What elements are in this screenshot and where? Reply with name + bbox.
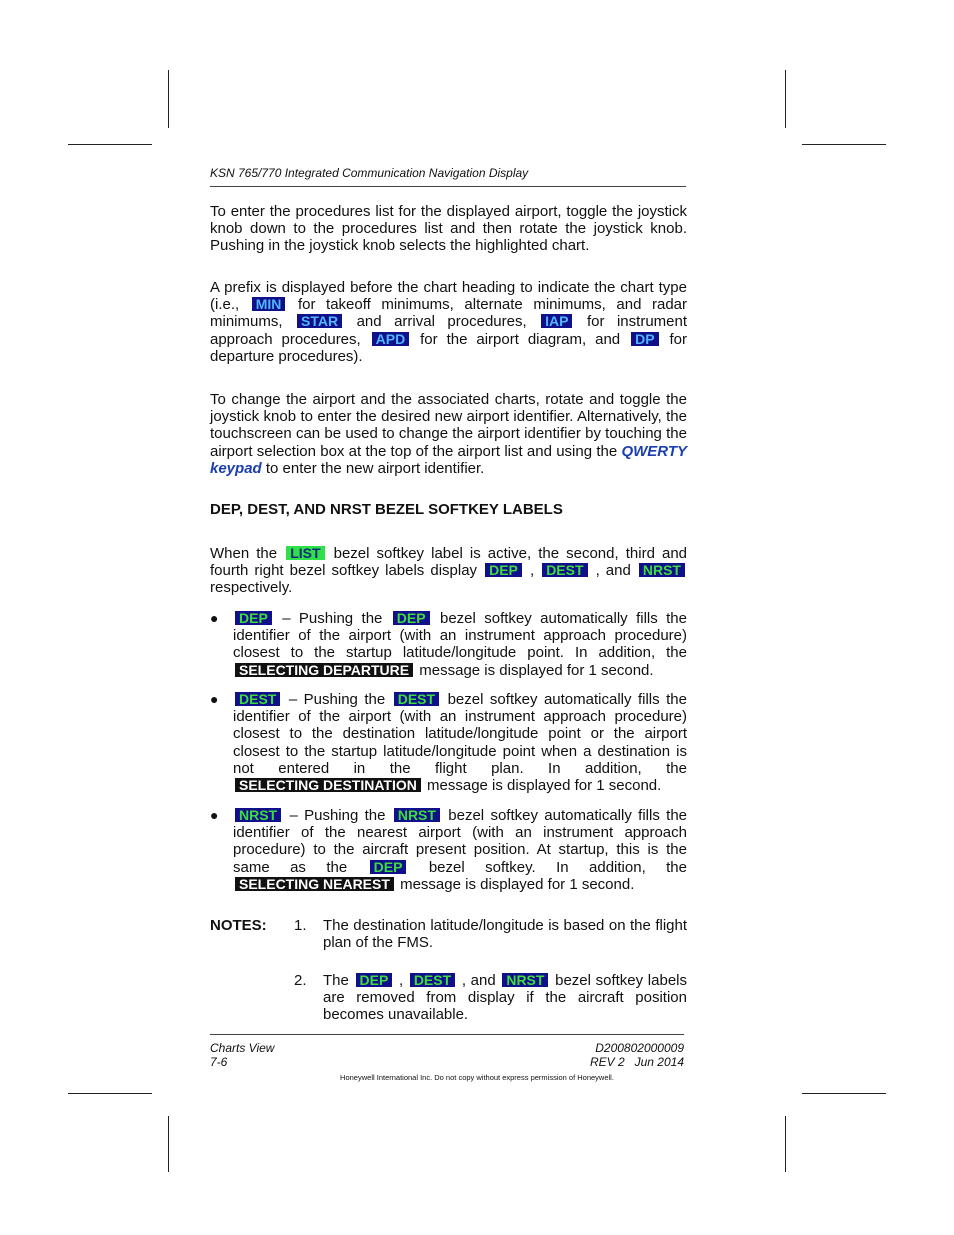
crop-mark: [785, 70, 786, 128]
note-1: The destination latitude/longitude is based on the flight plan of the FMS.: [323, 917, 687, 952]
paragraph-chart-prefix: A prefix is displayed before the chart heading to indicate the chart type (i.e., MIN for takeoff minimums, alternate minimums, and radar minimums, STAR and arrival procedures, IAP for instrument approach procedures, APD for the airport diagram, and DP for departure procedures).: [210, 279, 688, 365]
crop-mark: [168, 1116, 169, 1172]
dest-tag: DEST: [235, 692, 280, 706]
paragraph-softkey-labels: When the LIST bezel softkey label is active, the second, third and fourth right bezel softkey labels display DEP , DEST , and NRST respectively.: [210, 545, 688, 597]
bullet-marker: ●: [210, 610, 219, 626]
dest-tag: DEST: [410, 973, 455, 987]
dp-tag: DP: [631, 332, 658, 346]
running-header: KSN 765/770 Integrated Communication Navigation Display: [210, 166, 686, 187]
dep-tag: DEP: [485, 563, 522, 577]
footer-section: Charts View: [210, 1041, 275, 1055]
dest-tag: DEST: [394, 692, 439, 706]
nrst-tag: NRST: [502, 973, 548, 987]
apd-tag: APD: [372, 332, 410, 346]
bullet-marker: ●: [210, 691, 219, 707]
dep-tag: DEP: [370, 860, 407, 874]
note-number: 2.: [294, 972, 307, 989]
dep-tag: DEP: [393, 611, 430, 625]
selecting-departure-message: SELECTING DEPARTURE: [235, 663, 413, 677]
footer-doc-number: D200802000009: [595, 1041, 684, 1055]
section-heading: DEP, DEST, AND NRST BEZEL SOFTKEY LABELS: [210, 501, 563, 518]
qwerty-keypad-link[interactable]: QWERTY keypad: [210, 442, 687, 477]
dest-tag: DEST: [542, 563, 587, 577]
star-tag: STAR: [297, 314, 342, 328]
page-footer: [210, 1034, 684, 1069]
footer-page-number: 7-6: [210, 1055, 228, 1069]
min-tag: MIN: [252, 297, 286, 311]
note-number: 1.: [294, 917, 307, 934]
bullet-dep: DEP – Pushing the DEP bezel softkey automatically fills the identifier of the airport (with an instrument approach procedure) closest to the startup latitude/longitude point. In addition, the SELECTING DEPARTURE message is displayed for 1 second.: [233, 610, 687, 679]
bullet-dest: DEST – Pushing the DEST bezel softkey automatically fills the identifier of the airport (with an instrument approach procedure) closest to the destination latitude/longitude point or the airport closest to the startup latitude/longitude point when a destination is not entered in the flight plan. In addition, the SELECTING DESTINATION message is displayed for 1 second.: [233, 691, 687, 795]
footer-revision: REV 2 Jun 2014: [589, 1055, 684, 1069]
crop-mark: [785, 1116, 786, 1172]
paragraph-change-airport: To change the airport and the associated charts, rotate and toggle the joystick knob to enter the desired new airport identifier. Alternatively, the touchscreen can be used to change the airport identifier by touching the airport selection box at the top of the airport list and using the QWERTY keypad to enter the new airport identifier.: [210, 391, 687, 477]
crop-mark: [802, 144, 886, 145]
crop-mark: [68, 1093, 152, 1094]
paragraph-procedures-list: To enter the procedures list for the displayed airport, toggle the joystick knob down to the procedures list and then rotate the joystick knob. Pushing in the joystick knob selects the highlighted chart.: [210, 203, 687, 255]
selecting-destination-message: SELECTING DESTINATION: [235, 778, 421, 792]
notes-label: NOTES:: [210, 917, 267, 934]
nrst-tag: NRST: [394, 808, 440, 822]
nrst-tag: NRST: [639, 563, 685, 577]
note-2: The DEP , DEST , and NRST bezel softkey labels are removed from display if the aircraft position becomes unavailable.: [323, 972, 688, 1024]
dep-tag: DEP: [235, 611, 272, 625]
selecting-nearest-message: SELECTING NEAREST: [235, 877, 394, 891]
bullet-nrst: NRST – Pushing the NRST bezel softkey automatically fills the identifier of the nearest airport (with an instrument approach procedure) to the aircraft present position. At startup, this is the same as the DEP bezel softkey. In addition, the SELECTING NEAREST message is displayed for 1 second.: [233, 807, 687, 893]
dep-tag: DEP: [356, 973, 393, 987]
crop-mark: [168, 70, 169, 128]
iap-tag: IAP: [541, 314, 572, 328]
crop-mark: [802, 1093, 886, 1094]
nrst-tag: NRST: [235, 808, 281, 822]
list-tag: LIST: [286, 546, 324, 560]
copyright-notice: Honeywell International Inc. Do not copy without express permission of Honeywell.: [340, 1073, 614, 1082]
crop-mark: [68, 144, 152, 145]
bullet-marker: ●: [210, 807, 219, 823]
